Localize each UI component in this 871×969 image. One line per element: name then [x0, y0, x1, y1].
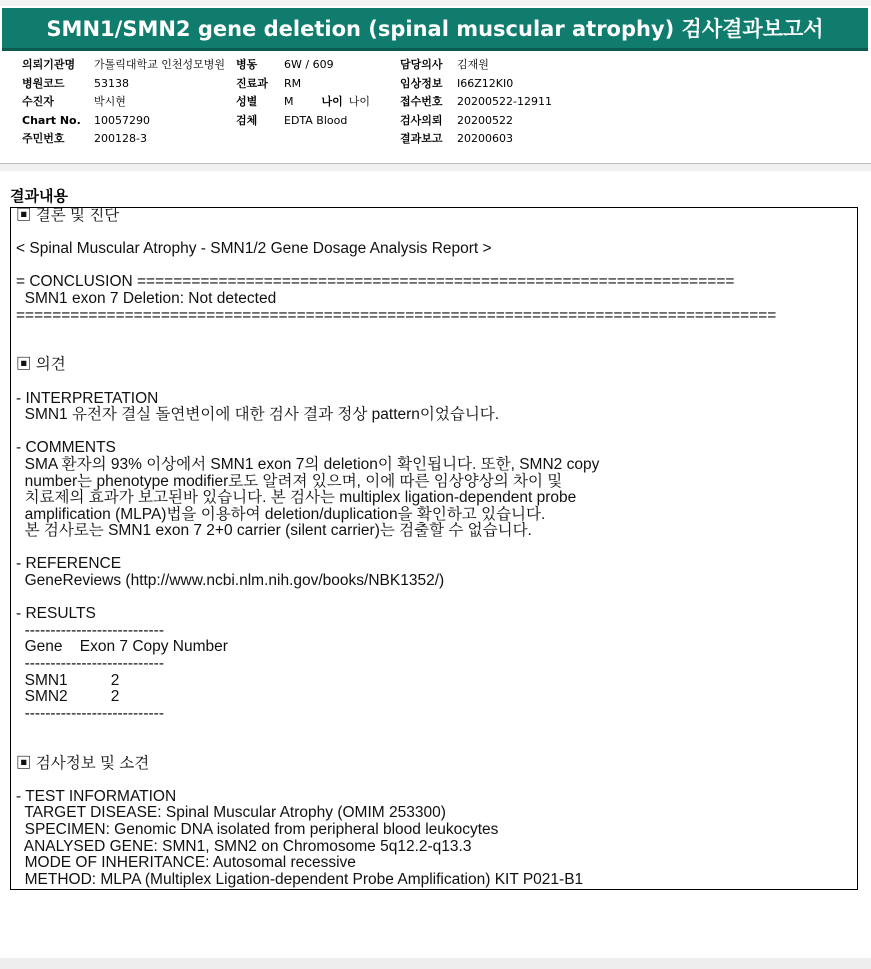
- report-line: - COMMENTS: [16, 439, 116, 457]
- report-line: 치료제의 효과가 보고된바 있습니다. 본 검사는 multiplex ligation-dependent probe: [16, 489, 577, 507]
- info-row-ward: [236, 56, 370, 75]
- info-value: 20200522: [457, 113, 513, 127]
- report-line: SMN1 2: [16, 671, 120, 689]
- report-line: ====================================================================================: [16, 306, 777, 324]
- report-line: number는 phenotype modifier로도 알려져 있으며, 이에 따른 임상양상의 차이 및: [16, 472, 563, 490]
- report-line: [16, 258, 857, 275]
- report-line: [16, 424, 857, 441]
- report-line: - INTERPRETATION: [16, 389, 159, 407]
- report-line: - TEST INFORMATION: [16, 787, 177, 805]
- report-line: [16, 722, 857, 739]
- info-row-institution: [22, 56, 225, 75]
- info-row-sex-age: [236, 93, 370, 112]
- report-line: ▣ 결론 및 진단: [16, 207, 120, 224]
- info-value: 20200603: [457, 132, 513, 145]
- info-value: 10057290: [94, 113, 150, 127]
- results-box: [10, 207, 858, 890]
- report-line: [16, 225, 857, 242]
- report-line: SMN2 2: [16, 688, 120, 706]
- info-value: M: [284, 95, 294, 108]
- age-label: 나이: [321, 95, 343, 108]
- info-label: 성별: [236, 95, 258, 108]
- report-line: Gene Exon 7 Copy Number: [16, 638, 228, 656]
- report-line: [16, 324, 857, 341]
- info-value: 20200522-12911: [457, 95, 552, 108]
- info-row-hospital-code: [22, 75, 225, 94]
- bottom-edge: [0, 958, 871, 969]
- patient-info-column-1: [22, 56, 225, 149]
- report-line: SMN1 exon 7 Deletion: Not detected: [16, 289, 277, 307]
- info-row-report-date: [400, 130, 552, 149]
- info-value: 가톨릭대학교 인천성모병원: [94, 58, 226, 71]
- report-line: SMA 환자의 93% 이상에서 SMN1 exon 7의 deletion이 확인됩니다. 또한, SMN2 copy: [16, 455, 600, 473]
- report-line: ▣ 검사정보 및 소견: [16, 754, 150, 772]
- info-row-patient-name: [22, 93, 225, 112]
- info-label: 주민번호: [22, 132, 65, 145]
- info-value: 김재원: [457, 58, 489, 71]
- patient-info-column-3: [400, 56, 552, 149]
- info-label: Chart No.: [22, 113, 81, 127]
- info-label: 병원코드: [22, 76, 65, 90]
- report-content: [16, 208, 857, 888]
- report-line: ---------------------------: [16, 704, 164, 722]
- info-value: RM: [284, 76, 302, 90]
- top-edge: [0, 0, 871, 6]
- info-value: I66Z12KI0: [457, 76, 514, 90]
- info-label: 접수번호: [400, 95, 443, 108]
- info-label: 의뢰기관명: [22, 58, 76, 71]
- report-line: ---------------------------: [16, 621, 164, 639]
- report-line: amplification (MLPA)법을 이용하여 deletion/duplication을 확인하고 있습니다.: [16, 505, 546, 523]
- info-row-resident-no: [22, 130, 225, 149]
- report-line: ▣ 의견: [16, 356, 66, 374]
- report-line: - RESULTS: [16, 605, 96, 623]
- report-line: ---------------------------: [16, 655, 164, 673]
- report-line: [16, 590, 857, 607]
- results-heading: 결과내용: [10, 187, 68, 205]
- report-line: - REFERENCE: [16, 555, 122, 573]
- info-label: 병동: [236, 58, 258, 71]
- report-title: SMN1/SMN2 gene deletion (spinal muscular atrophy) 검사결과보고서: [2, 8, 868, 51]
- info-row-accession-no: [400, 93, 552, 112]
- info-label: 결과보고: [400, 132, 443, 145]
- info-value: 6W / 609: [284, 58, 334, 71]
- info-label: 수진자: [22, 95, 54, 108]
- info-row-physician: [400, 56, 552, 75]
- report-line: METHOD: MLPA (Multiplex Ligation-dependent Probe Amplification) KIT P021-B1: [16, 870, 584, 888]
- report-line: 본 검사로는 SMN1 exon 7 2+0 carrier (silent carrier)는 검출할 수 없습니다.: [16, 522, 532, 540]
- report-line: MODE OF INHERITANCE: Autosomal recessive: [16, 854, 356, 872]
- sex-age-group: [284, 93, 370, 112]
- report-line: [16, 374, 857, 391]
- report-line: < Spinal Muscular Atrophy - SMN1/2 Gene Dosage Analysis Report >: [16, 240, 492, 258]
- info-value: 200128-3: [94, 132, 147, 145]
- header-band: [0, 164, 871, 171]
- report-line: [16, 739, 857, 756]
- info-row-department: [236, 75, 370, 94]
- report-line: SPECIMEN: Genomic DNA isolated from peripheral blood leukocytes: [16, 820, 499, 838]
- age-value: 나이: [348, 95, 371, 108]
- info-label: 담당의사: [400, 58, 443, 71]
- info-label: 검체: [236, 113, 258, 127]
- info-row-chart-no: [22, 112, 225, 131]
- report-line: [16, 540, 857, 557]
- report-line: ANALYSED GENE: SMN1, SMN2 on Chromosome 5q12.2-q13.3: [16, 837, 472, 855]
- report-line: [16, 772, 857, 789]
- report-line: SMN1 유전자 결실 돌연변이에 대한 검사 결과 정상 pattern이었습니다.: [16, 406, 500, 424]
- report-line: [16, 341, 857, 358]
- info-label: 진료과: [236, 76, 268, 90]
- info-value: 53138: [94, 76, 129, 90]
- report-line: = CONCLUSION ==================================================================: [16, 273, 735, 291]
- info-value: 박시현: [94, 95, 126, 108]
- info-row-specimen: [236, 112, 370, 131]
- info-value: EDTA Blood: [284, 113, 348, 127]
- patient-info-column-2: [236, 56, 370, 130]
- info-row-clinical-info: [400, 75, 552, 94]
- info-row-request-date: [400, 112, 552, 131]
- info-label: 임상정보: [400, 76, 443, 90]
- report-line: GeneReviews (http://www.ncbi.nlm.nih.gov/books/NBK1352/): [16, 572, 445, 590]
- report-line: TARGET DISEASE: Spinal Muscular Atrophy (OMIM 253300): [16, 804, 446, 822]
- info-label: 검사의뢰: [400, 113, 443, 127]
